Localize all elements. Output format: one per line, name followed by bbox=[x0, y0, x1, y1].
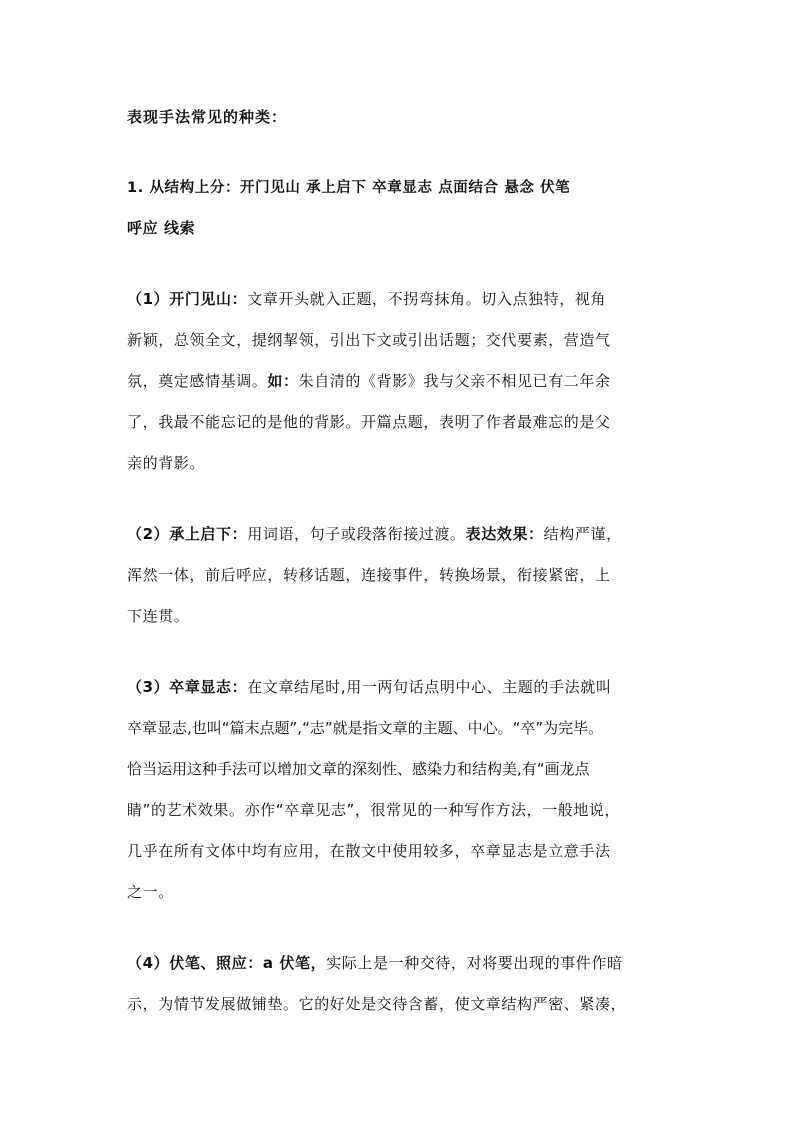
item-2-text: 用词语，句子或段落衔接过渡。 bbox=[247, 525, 466, 543]
item-3-line-6: 之一。 bbox=[127, 883, 174, 901]
item-4-line-2: 示，为情节发展做铺垫。它的好处是交待含蓄，使文章结构严密、紧凑， bbox=[127, 995, 627, 1013]
item-4-label: （4）伏笔、照应： bbox=[127, 954, 263, 972]
item-3-line-1 bbox=[127, 676, 611, 698]
page-title: 表现手法常见的种类： bbox=[127, 108, 288, 126]
item-2-effect-text: 结构严谨， bbox=[543, 525, 622, 543]
section-1-line-2: 呼应 线索 bbox=[127, 219, 196, 237]
item-2-label: （2）承上启下： bbox=[127, 525, 248, 543]
item-1-example-label: 如： bbox=[267, 372, 299, 390]
item-1-label: （1）开门见山： bbox=[127, 290, 248, 308]
item-1-line-2: 新颖，总领全文，提纲挈领，引出下文或引出话题；交代要素，营造气 bbox=[127, 331, 611, 349]
item-2-line-2: 浑然一体，前后呼应，转移话题，连接事件，转换场景，衔接紧密，上 bbox=[127, 566, 611, 584]
item-3-line-3: 恰当运用这种手法可以增加文章的深刻性、感染力和结构美,有“画龙点 bbox=[127, 760, 590, 778]
item-4-line-1 bbox=[127, 952, 623, 974]
item-3-text: 在文章结尾时,用一两句话点明中心、主题的手法就叫 bbox=[247, 678, 612, 696]
item-1-line-5: 亲的背影。 bbox=[127, 454, 206, 472]
item-3-line-5: 几乎在所有文体中均有应用，在散文中使用较多，卒章显志是立意手法 bbox=[127, 842, 611, 860]
item-1-line-3-pre: 氛，奠定感情基调。 bbox=[127, 372, 268, 390]
section-1-line-1: 1. 从结构上分：开门见山 承上启下 卒章显志 点面结合 悬念 伏笔 bbox=[127, 180, 571, 196]
item-2-line-1 bbox=[127, 523, 622, 545]
item-3-line-2: 卒章显志,也叫“篇末点题”,“志”就是指文章的主题、中心。“卒”为完毕。 bbox=[127, 719, 604, 737]
item-2-effect-label: 表达效果： bbox=[465, 525, 544, 543]
item-3-label: （3）卒章显志： bbox=[127, 678, 248, 696]
item-2-line-3: 下连贯。 bbox=[127, 607, 190, 625]
item-4-sub-label: a 伏笔， bbox=[262, 954, 327, 972]
item-1-line-3 bbox=[127, 370, 611, 392]
item-1-line-4: 了，我最不能忘记的是他的背影。开篇点题，表明了作者最难忘的是父 bbox=[127, 413, 611, 431]
item-1-text: 文章开头就入正题，不拐弯抹角。切入点独特，视角 bbox=[247, 290, 607, 308]
item-1-line-1 bbox=[127, 288, 606, 310]
item-3-line-4: 睛”的艺术效果。亦作“卒章见志”，很常见的一种写作方法，一般地说， bbox=[127, 801, 621, 819]
item-1-line-3-rest: 朱自清的《背影》我与父亲不相见已有二年余 bbox=[298, 372, 611, 390]
item-4-text: 实际上是一种交待，对将要出现的事件作暗 bbox=[326, 954, 623, 972]
